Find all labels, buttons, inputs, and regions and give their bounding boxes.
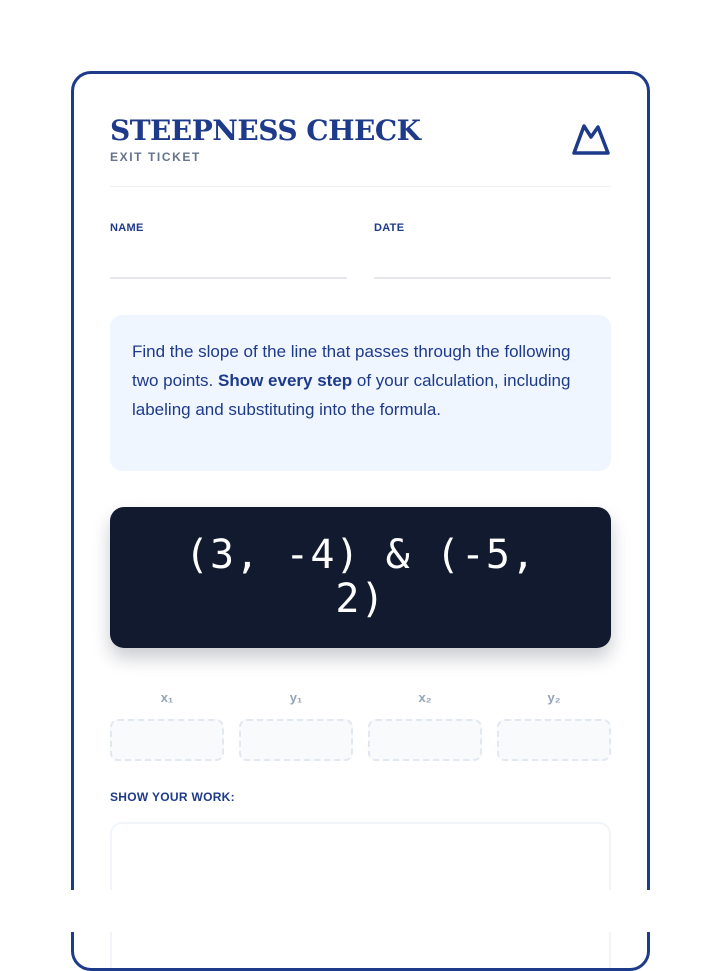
- instructions-box: [110, 315, 611, 471]
- instructions-text-end: of your calculation, including labeling and substituting into the formula.: [132, 371, 571, 419]
- date-label: DATE: [374, 222, 405, 234]
- name-label: NAME: [110, 222, 144, 234]
- work-label: SHOW YOUR WORK:: [110, 790, 235, 804]
- page-title: STEEPNESS CHECK: [110, 114, 421, 147]
- page-subtitle: EXIT TICKET: [110, 150, 201, 164]
- x1-label: x₁: [160, 690, 174, 705]
- date-field[interactable]: [374, 277, 611, 279]
- instructions-text-start: Find the slope of the line that passes through the following two points.: [132, 342, 571, 390]
- page-bottom-edge: [0, 890, 720, 932]
- ticket-header: [110, 114, 611, 187]
- exit-ticket-card: [71, 71, 650, 971]
- points-text: (3, -4) & (-5, 2): [184, 532, 537, 622]
- y2-label: y₂: [547, 690, 561, 705]
- x2-input[interactable]: [368, 719, 482, 761]
- y1-label: y₁: [289, 690, 303, 705]
- y2-input[interactable]: [497, 719, 611, 761]
- y1-input[interactable]: [239, 719, 353, 761]
- name-field[interactable]: [110, 277, 347, 279]
- mountain-icon: [571, 120, 611, 156]
- instructions-emphasis: Show every step: [218, 371, 353, 390]
- points-display: [110, 507, 611, 648]
- x2-label: x₂: [418, 690, 432, 705]
- x1-input[interactable]: [110, 719, 224, 761]
